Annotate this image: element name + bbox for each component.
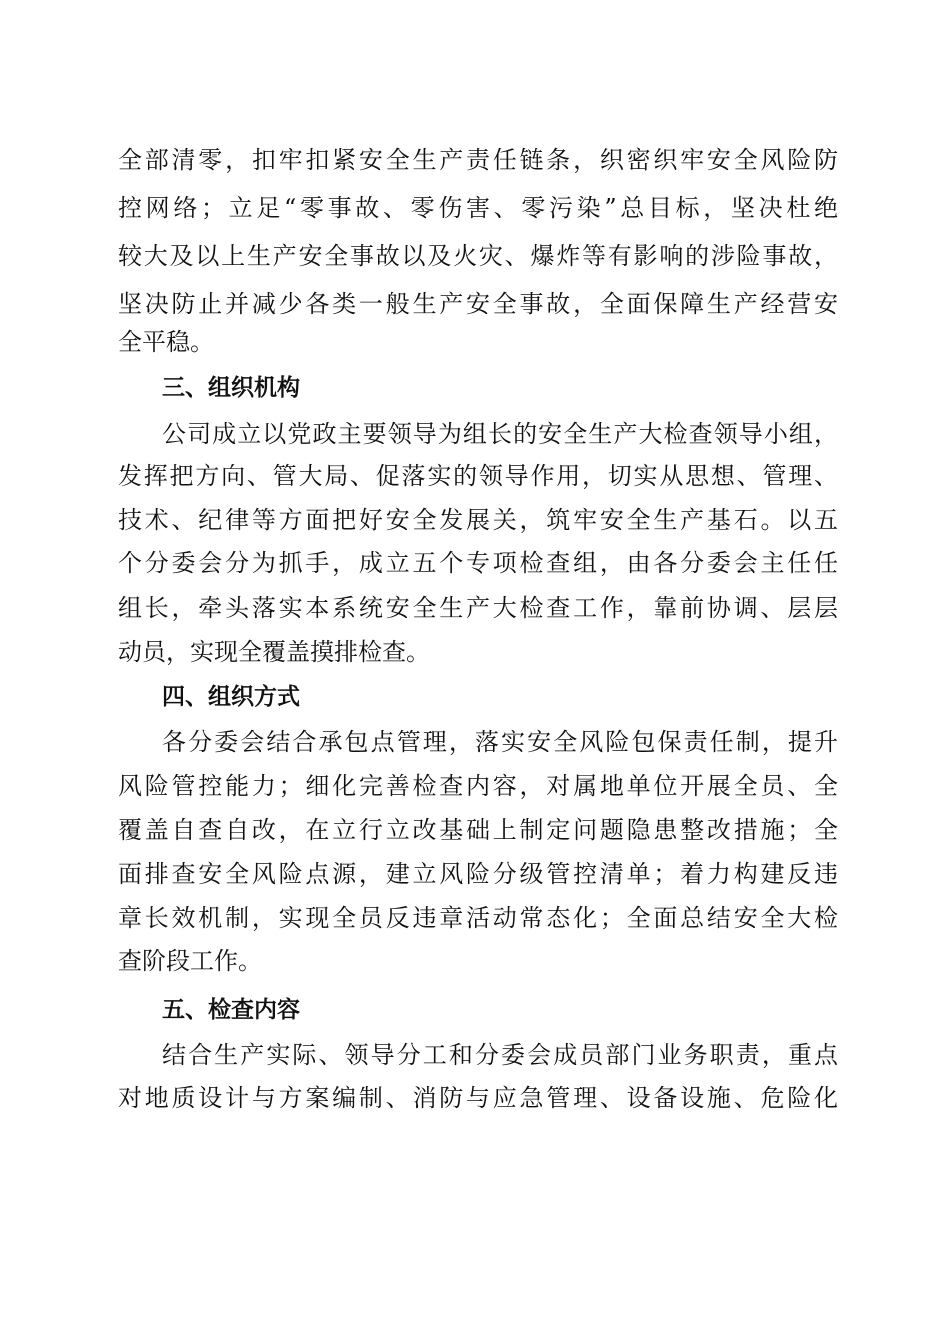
paragraph-line: 风险管控能力；细化完善检查内容，对属地单位开展全员、全 <box>118 772 838 800</box>
paragraph-line: 全平稳。 <box>118 328 214 356</box>
paragraph-line: 坚决防止并减少各类一般生产安全事故，全面保障生产经营安 <box>118 290 838 318</box>
paragraph-line: 个分委会分为抓手，成立五个专项检查组，由各分委会主任任 <box>118 549 838 577</box>
paragraph-line: 较大及以上生产安全事故以及火灾、爆炸等有影响的涉险事故， <box>118 242 838 270</box>
paragraph-line: 查阶段工作。 <box>118 947 262 975</box>
paragraph-line: 动员，实现全覆盖摸排检查。 <box>118 638 430 666</box>
paragraph-line: 技术、纪律等方面把好安全发展关，筑牢安全生产基石。以五 <box>118 506 838 534</box>
paragraph-line: 控网络；立足“零事故、零伤害、零污染”总目标，坚决杜绝 <box>118 194 838 222</box>
paragraph-line: 各分委会结合承包点管理，落实安全风险包保责任制，提升 <box>162 728 838 756</box>
paragraph-line: 覆盖自查自改，在立行立改基础上制定问题隐患整改措施；全 <box>118 816 838 844</box>
section-heading: 四、组织方式 <box>162 684 300 710</box>
paragraph-line: 面排查安全风险点源，建立风险分级管控清单；着力构建反违 <box>118 860 838 888</box>
paragraph-line: 章长效机制，实现全员反违章活动常态化；全面总结安全大检 <box>118 904 838 932</box>
section-heading: 三、组织机构 <box>162 375 300 401</box>
paragraph-line: 组长，牵头落实本系统安全生产大检查工作，靠前协调、层层 <box>118 594 838 622</box>
section-heading: 五、检查内容 <box>162 997 300 1023</box>
paragraph-line: 全部清零，扣牢扣紧安全生产责任链条，织密织牢安全风险防 <box>118 146 838 174</box>
paragraph-line: 公司成立以党政主要领导为组长的安全生产大检查领导小组， <box>162 420 838 448</box>
paragraph-line: 结合生产实际、领导分工和分委会成员部门业务职责，重点 <box>162 1041 838 1069</box>
paragraph-line: 发挥把方向、管大局、促落实的领导作用，切实从思想、管理、 <box>118 462 838 490</box>
paragraph-line: 对地质设计与方案编制、消防与应急管理、设备设施、危险化 <box>118 1084 838 1112</box>
